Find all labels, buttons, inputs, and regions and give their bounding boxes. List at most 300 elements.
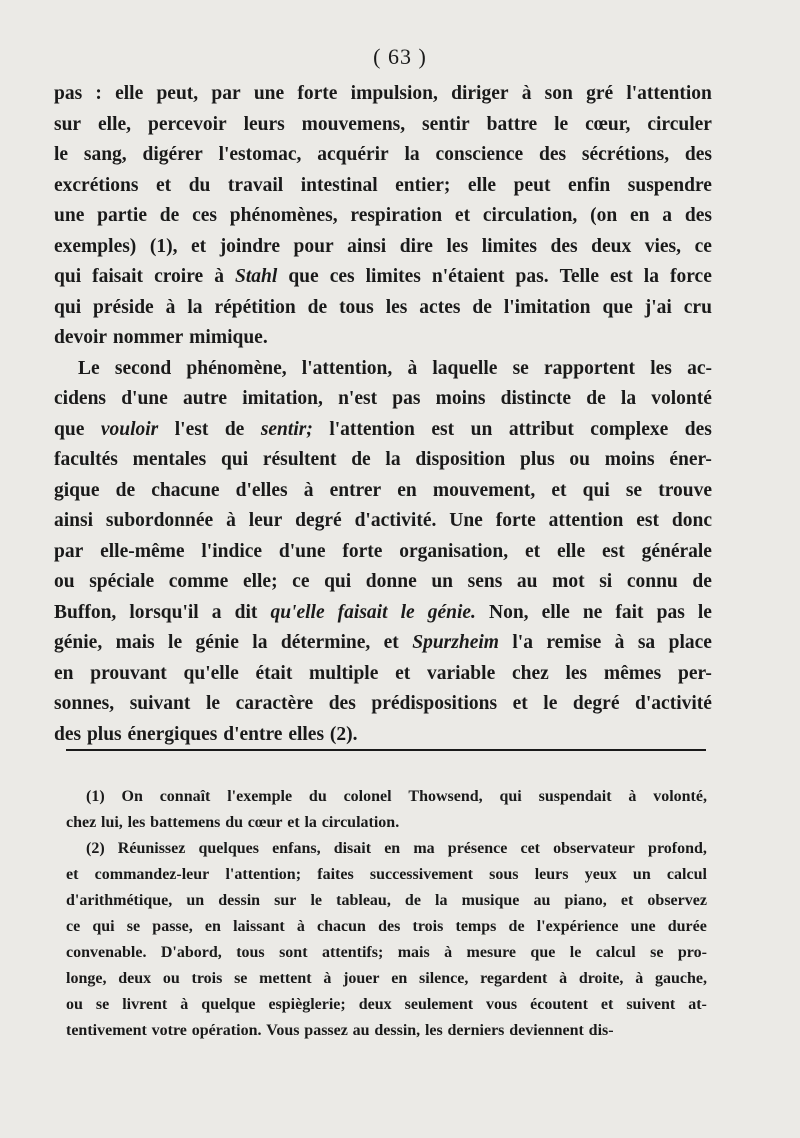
word: et xyxy=(524,540,541,562)
word: tentivement xyxy=(66,1022,147,1039)
word: laissant xyxy=(233,918,285,935)
word: le xyxy=(697,601,712,623)
word: de xyxy=(404,892,421,909)
word: les xyxy=(565,662,588,684)
word: Spurzheim xyxy=(412,632,499,653)
word: de xyxy=(307,296,328,318)
word: cru xyxy=(683,296,712,318)
word: phénomènes, xyxy=(229,205,338,226)
word: distincte xyxy=(500,388,572,409)
word: phénomène, xyxy=(186,357,287,379)
word: sentir; xyxy=(260,418,313,440)
word: diriger xyxy=(451,83,509,104)
word: imitation, xyxy=(242,388,323,409)
word: remise xyxy=(546,632,602,653)
word: de xyxy=(224,418,245,440)
word: passez xyxy=(304,1022,348,1039)
text-line xyxy=(54,598,712,629)
word: piano, xyxy=(564,892,607,909)
word: est xyxy=(601,540,625,562)
word: des xyxy=(328,693,356,714)
word: degré xyxy=(572,693,620,714)
word: plus xyxy=(520,449,555,470)
word: vouloir xyxy=(100,418,159,440)
word: le xyxy=(168,632,183,653)
word: elle xyxy=(541,601,570,623)
word: D'abord, xyxy=(160,944,222,961)
word: disposition xyxy=(415,449,506,470)
word: digérer xyxy=(142,144,203,165)
word: connu xyxy=(626,571,678,592)
word: ces xyxy=(192,205,217,226)
word: vous xyxy=(486,996,518,1013)
text-line xyxy=(54,720,712,751)
word: qui xyxy=(499,788,522,805)
word: volonté, xyxy=(653,788,707,805)
word: force xyxy=(670,266,712,287)
word: de xyxy=(586,388,606,409)
word: deviennent xyxy=(509,1022,584,1039)
word: subordonnée xyxy=(105,510,214,531)
word: les xyxy=(424,1022,443,1039)
word: un xyxy=(186,892,205,909)
word: d'activité. xyxy=(354,510,437,531)
word: ainsi xyxy=(54,510,94,531)
word: se xyxy=(234,970,248,987)
word: le xyxy=(54,144,69,165)
word: à xyxy=(444,944,453,961)
word: faites xyxy=(317,866,354,883)
word: était xyxy=(255,662,293,684)
word: mettent xyxy=(259,970,312,987)
word: mot xyxy=(552,571,585,592)
word: sentir xyxy=(422,113,470,135)
page-number: ( 63 ) xyxy=(373,44,427,69)
word: vies, xyxy=(644,235,682,257)
word: gré xyxy=(586,83,614,104)
word: les xyxy=(446,235,469,257)
word: (1), xyxy=(149,235,178,257)
word: que xyxy=(54,418,85,440)
word: des xyxy=(539,144,567,165)
word: générale xyxy=(641,540,712,562)
word: volonté xyxy=(651,388,712,409)
word: caractère xyxy=(235,693,314,714)
word: temps xyxy=(455,918,497,935)
word: et xyxy=(156,174,172,196)
word: Stahl xyxy=(235,266,278,287)
word: nommer xyxy=(112,327,184,348)
word: la xyxy=(187,296,203,318)
text-line xyxy=(66,862,707,888)
word: musique xyxy=(461,892,520,909)
text-line xyxy=(54,262,712,293)
word: ac- xyxy=(687,357,712,379)
word: de xyxy=(115,479,136,501)
text-line xyxy=(54,384,712,415)
word: du xyxy=(225,814,243,831)
word: pour xyxy=(293,235,334,257)
text-line xyxy=(54,293,712,324)
word: l'attention; xyxy=(225,866,302,883)
word: moins xyxy=(435,388,486,409)
word: des xyxy=(378,918,401,935)
word: sa xyxy=(637,632,656,653)
word: elles xyxy=(288,723,325,745)
text-line xyxy=(54,415,712,446)
word: entier; xyxy=(395,174,451,196)
word: mouvemens, xyxy=(301,113,406,135)
word: le xyxy=(310,892,323,909)
word: (on xyxy=(590,205,618,226)
word: qui xyxy=(54,266,82,287)
word: présence xyxy=(447,840,508,857)
word: Telle xyxy=(559,266,599,287)
word: mouvement, xyxy=(432,479,536,501)
text-line xyxy=(54,354,712,385)
word: entrer xyxy=(329,479,382,501)
word: des xyxy=(550,235,578,257)
footnote-2 xyxy=(66,836,707,1044)
word: conscience xyxy=(435,144,524,165)
word: sur xyxy=(274,892,297,909)
word: qui xyxy=(54,296,82,318)
word: se xyxy=(95,996,110,1013)
word: à xyxy=(323,970,332,987)
word: gauche, xyxy=(654,970,707,987)
word: en xyxy=(630,205,650,226)
word: mêmes xyxy=(603,662,662,684)
word: se xyxy=(126,918,141,935)
word: observateur xyxy=(553,840,635,857)
word: observez xyxy=(647,892,707,909)
word: à xyxy=(635,970,644,987)
word: dis- xyxy=(588,1022,614,1039)
word: au xyxy=(533,892,551,909)
word: sous xyxy=(489,866,519,883)
word: qui xyxy=(324,571,352,592)
word: un xyxy=(632,866,651,883)
word: connaît xyxy=(159,788,211,805)
word: à xyxy=(303,479,314,501)
word: convenable. xyxy=(66,944,147,961)
word: enfans, xyxy=(272,840,321,857)
word: attentifs; xyxy=(321,944,384,961)
word: Une xyxy=(449,510,483,531)
word: chez xyxy=(511,662,549,684)
word: est xyxy=(636,510,660,531)
text-line xyxy=(54,506,712,537)
word: multiple xyxy=(309,662,379,684)
word: à xyxy=(628,788,637,805)
word: ne xyxy=(582,601,603,623)
word: les xyxy=(650,357,672,379)
word: leurs xyxy=(534,866,569,883)
word: autre xyxy=(182,388,228,409)
word: d'elles xyxy=(235,479,288,501)
word: et xyxy=(66,866,79,883)
word: génie, xyxy=(54,632,103,653)
word: la xyxy=(643,266,659,287)
word: ou xyxy=(54,571,75,592)
word: l'expérience xyxy=(536,918,619,935)
word: d'entre xyxy=(223,723,283,745)
word: intestinal xyxy=(300,174,378,196)
text-line xyxy=(54,445,712,476)
word: limites xyxy=(481,235,537,257)
word: donc xyxy=(671,510,712,531)
word: n'est xyxy=(338,388,378,409)
word: la xyxy=(304,814,317,831)
text-line xyxy=(54,171,712,202)
word: derniers xyxy=(447,1022,505,1039)
word: en xyxy=(397,479,417,501)
word: lui, xyxy=(101,814,123,831)
word: partie xyxy=(97,205,147,226)
word: croire xyxy=(154,266,204,287)
word: de xyxy=(472,296,492,318)
text-line xyxy=(54,140,712,171)
word: et xyxy=(551,479,567,501)
word: l'exemple xyxy=(227,788,293,805)
word: facultés xyxy=(54,449,118,470)
word: calcul xyxy=(666,866,707,883)
word: elle-même xyxy=(100,540,185,562)
footnote-divider xyxy=(66,749,706,751)
text-line xyxy=(54,232,712,263)
word: degré xyxy=(295,510,342,531)
paragraph-2 xyxy=(54,354,712,751)
word: travail xyxy=(227,174,284,196)
word: le xyxy=(205,693,221,714)
word: enfin xyxy=(567,174,611,196)
word: profond, xyxy=(648,840,707,857)
word: laquelle xyxy=(432,357,498,379)
word: répétition xyxy=(214,296,296,318)
word: sur xyxy=(54,113,82,135)
word: votre xyxy=(151,1022,187,1039)
word: l'attention xyxy=(329,418,415,440)
word: faisait xyxy=(92,266,144,287)
word: en xyxy=(391,970,408,987)
word: acquérir xyxy=(317,144,389,165)
text-line xyxy=(54,567,712,598)
word: trois xyxy=(412,918,444,935)
word: une xyxy=(630,918,656,935)
word: par xyxy=(54,540,84,562)
word: pas xyxy=(656,601,685,623)
text-line xyxy=(66,810,707,836)
word: cœur, xyxy=(585,113,631,135)
word: attention xyxy=(548,510,624,531)
word: peut, xyxy=(156,83,199,104)
word: sont xyxy=(279,944,308,961)
word: en xyxy=(384,840,401,857)
word: mesure xyxy=(466,944,516,961)
text-line xyxy=(66,888,707,914)
word: cœur xyxy=(247,814,283,831)
word: regardent xyxy=(480,970,548,987)
main-text xyxy=(54,79,712,750)
text-line xyxy=(54,201,712,232)
word: à xyxy=(214,266,224,287)
word: la xyxy=(620,388,637,409)
word: ou xyxy=(162,970,180,987)
word: quelque xyxy=(201,996,256,1013)
word: peut xyxy=(513,174,551,196)
word: sonnes, xyxy=(54,693,115,714)
word: son xyxy=(544,83,573,104)
word: la xyxy=(252,632,268,653)
word: des xyxy=(684,418,712,440)
word: se xyxy=(512,357,529,379)
word: et xyxy=(191,235,207,257)
word: ce xyxy=(694,235,712,257)
word: prouvant xyxy=(90,662,167,684)
word: à xyxy=(180,996,189,1013)
word: successivement xyxy=(369,866,473,883)
word: fait xyxy=(615,601,644,623)
paragraph-1 xyxy=(54,79,712,354)
word: si xyxy=(599,571,613,592)
word: opération. xyxy=(191,1022,262,1039)
word: respiration xyxy=(350,205,443,226)
word: est xyxy=(431,418,455,440)
word: Réunissez xyxy=(117,840,186,857)
word: en xyxy=(204,918,221,935)
word: préside xyxy=(93,296,154,318)
word: le xyxy=(554,113,569,135)
word: l'a xyxy=(512,632,533,653)
word: d'une xyxy=(121,388,168,409)
word: plus xyxy=(86,723,122,745)
word: dessin xyxy=(218,892,261,909)
word: éner- xyxy=(669,449,712,470)
word: des xyxy=(54,723,82,745)
word: du xyxy=(308,788,327,805)
word: suspendre xyxy=(627,174,712,196)
word: les xyxy=(385,296,408,318)
word: de xyxy=(159,205,180,226)
word: qui xyxy=(221,449,249,470)
word: que xyxy=(288,266,319,287)
word: excrétions xyxy=(54,174,139,196)
word: dessin, xyxy=(374,1022,421,1039)
word: (2) xyxy=(86,840,105,857)
word: deux xyxy=(591,235,632,257)
word: elle xyxy=(115,83,144,104)
word: résultent xyxy=(262,449,337,470)
word: variable xyxy=(426,662,496,684)
text-line xyxy=(66,940,707,966)
footnotes xyxy=(66,784,707,1044)
word: et xyxy=(395,662,411,684)
word: l'indice xyxy=(201,540,263,562)
word: leur xyxy=(248,510,283,531)
word: (1) xyxy=(86,788,105,805)
text-line xyxy=(66,836,707,862)
word: ce xyxy=(292,571,310,592)
word: durée xyxy=(667,918,707,935)
word: lorsqu'il xyxy=(129,601,199,623)
word: une xyxy=(54,205,85,226)
word: de xyxy=(351,449,371,470)
word: a xyxy=(211,601,222,623)
word: l'attention, xyxy=(301,357,393,379)
word: d'activité xyxy=(635,693,712,714)
word: l'est xyxy=(174,418,209,440)
word: dit xyxy=(234,601,258,623)
word: silence, xyxy=(419,970,469,987)
word: colonel xyxy=(343,788,392,805)
word: des xyxy=(684,205,712,226)
word: le xyxy=(569,944,582,961)
word: attribut xyxy=(508,418,574,440)
word: chacun xyxy=(317,918,366,935)
word: cet xyxy=(520,840,540,857)
word: à xyxy=(614,632,625,653)
word: limites xyxy=(365,266,421,287)
word: à xyxy=(165,296,176,318)
word: pas. xyxy=(515,266,549,287)
word: en xyxy=(54,662,74,684)
word: et xyxy=(620,892,634,909)
word: ainsi xyxy=(347,235,387,257)
word: forte xyxy=(495,510,536,531)
word: pas xyxy=(392,388,421,409)
word: calcul xyxy=(595,944,636,961)
word: organisation, xyxy=(399,540,509,562)
word: les xyxy=(127,814,146,831)
word: elle, xyxy=(98,113,132,135)
word: ce xyxy=(66,918,81,935)
word: elle xyxy=(467,174,497,196)
word: tableau, xyxy=(336,892,391,909)
word: devoir xyxy=(54,327,108,348)
text-line xyxy=(66,784,707,810)
word: se xyxy=(625,479,643,501)
word: circuler xyxy=(647,113,712,135)
word: sécrétions, xyxy=(581,144,670,165)
word: prédispositions xyxy=(371,693,498,714)
word: mais xyxy=(397,944,430,961)
word: n'étaient xyxy=(431,266,505,287)
text-line xyxy=(54,79,712,110)
word: qu'elle xyxy=(270,601,325,623)
word: livrent xyxy=(122,996,168,1013)
word: du xyxy=(188,174,211,196)
word: tous xyxy=(339,296,374,318)
word: ou xyxy=(569,449,591,470)
word: rapportent xyxy=(544,357,636,379)
word: l'imitation xyxy=(503,296,591,318)
word: circulation, xyxy=(482,205,578,226)
word: que xyxy=(530,944,556,961)
word: gique xyxy=(54,479,100,501)
word: et xyxy=(512,693,528,714)
word: d'une xyxy=(278,540,326,562)
word: (2). xyxy=(329,723,358,745)
word: à xyxy=(296,918,305,935)
word: leurs xyxy=(243,113,285,135)
footnote-1 xyxy=(66,784,707,836)
word: mimique. xyxy=(189,327,268,348)
word: de xyxy=(508,918,525,935)
word: Non, xyxy=(488,601,529,623)
word: le xyxy=(400,601,415,623)
word: On xyxy=(121,788,143,805)
word: pro- xyxy=(677,944,707,961)
